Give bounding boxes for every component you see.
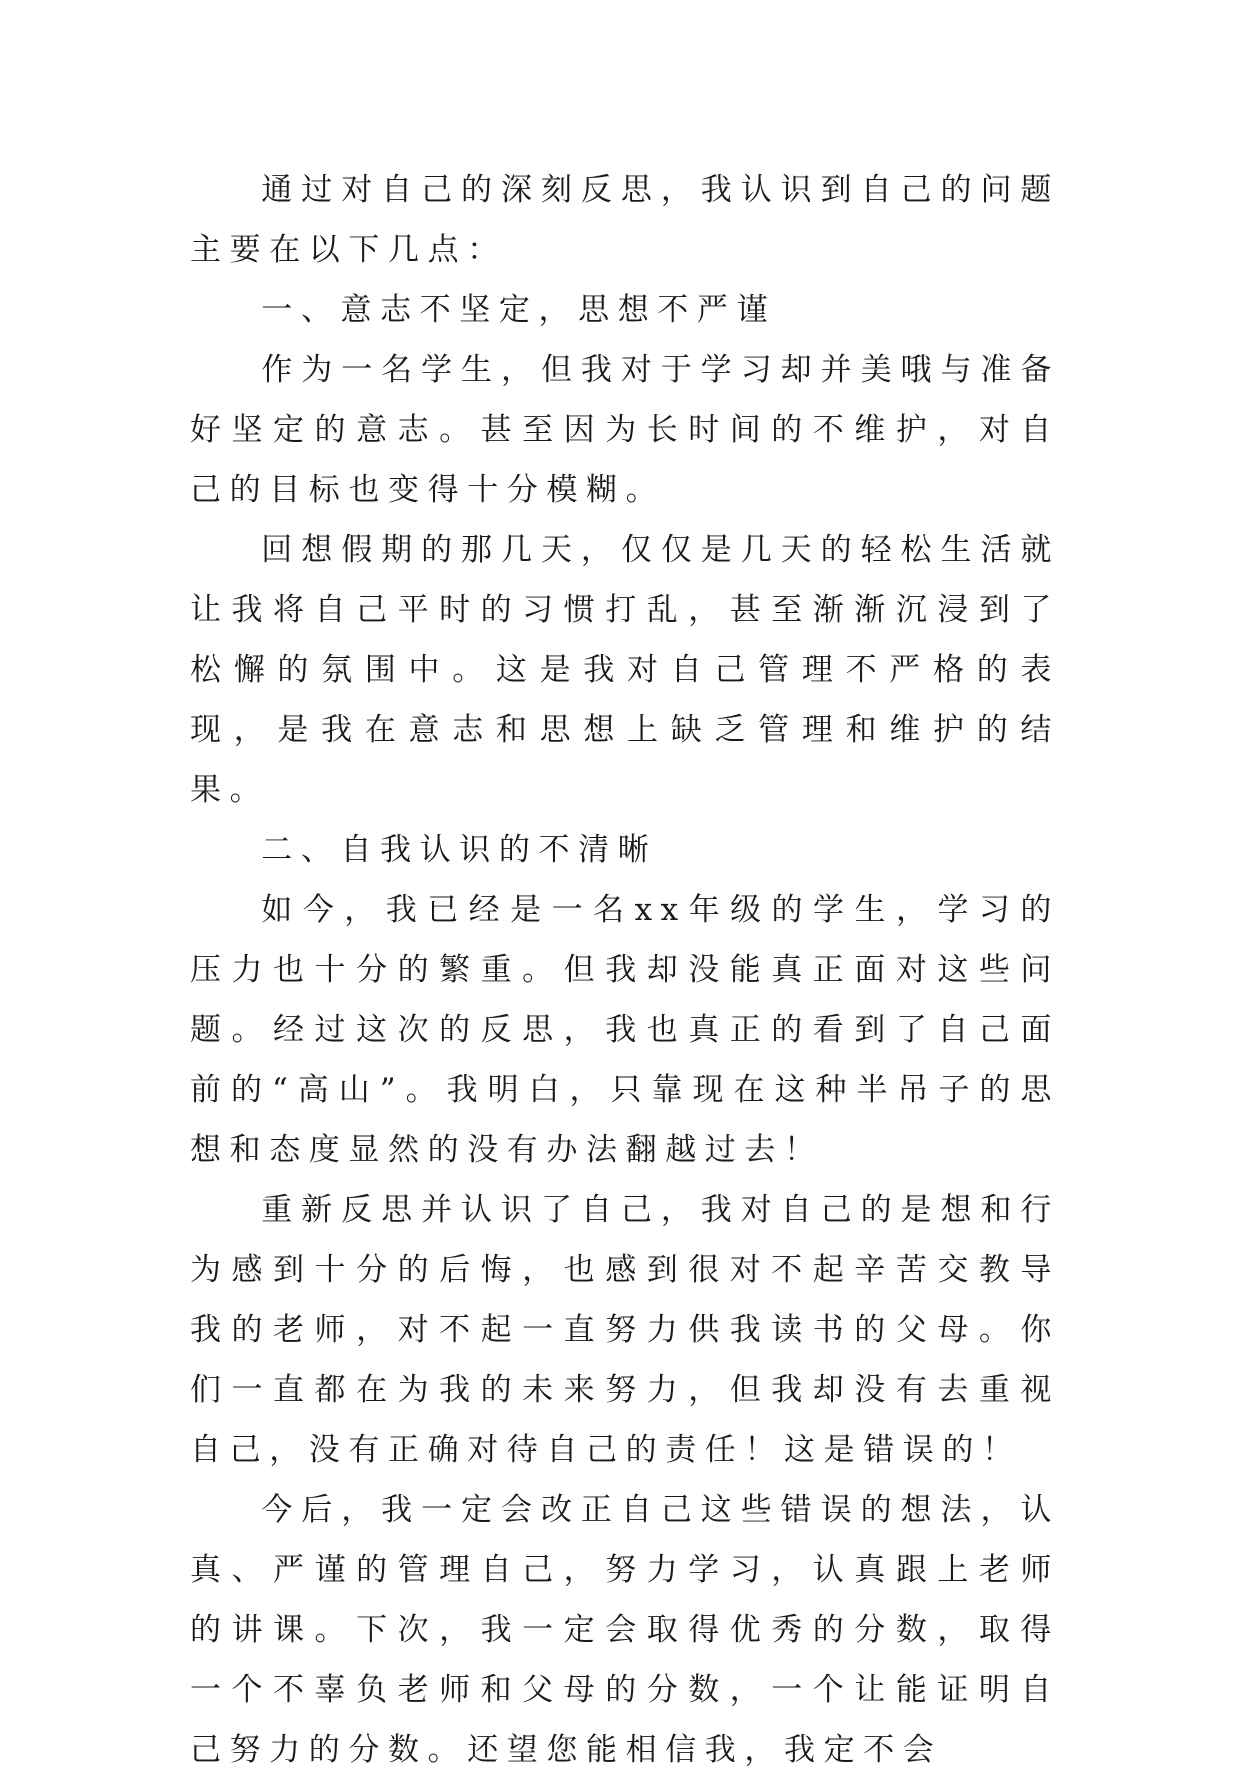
paragraph: 如今，我已经是一名xx年级的学生，学习的压力也十分的繁重。但我却没能真正面对这些问题。经过这次的反思，我也真正的看到了自己面前的“高山”。我明白，只靠现在这种半吊子的思想和态度显然的没有办法翻越过去！ xyxy=(190,892,1060,1168)
paragraph: 作为一名学生，但我对于学习却并美哦与准备好坚定的意志。甚至因为长时间的不维护，对自己的目标也变得十分模糊。 xyxy=(190,352,1060,508)
document-body xyxy=(190,160,1060,1780)
section-heading-2: 二、自我认识的不清晰 xyxy=(261,832,658,868)
paragraph: 重新反思并认识了自己，我对自己的是想和行为感到十分的后悔，也感到很对不起辛苦交教导我的老师，对不起一直努力供我读书的父母。你们一直都在为我的未来努力，但我却没有去重视自己，没有正确对待自己的责任！这是错误的！ xyxy=(190,1192,1060,1468)
paragraph-intro: 通过对自己的深刻反思，我认识到自己的问题主要在以下几点： xyxy=(190,172,1060,268)
section-heading-1: 一、意志不坚定，思想不严谨 xyxy=(261,292,777,328)
paragraph: 回想假期的那几天，仅仅是几天的轻松生活就让我将自己平时的习惯打乱，甚至渐渐沉浸到了松懈的氛围中。这是我对自己管理不严格的表现，是我在意志和思想上缺乏管理和维护的结果。 xyxy=(190,532,1060,808)
paragraph: 今后，我一定会改正自己这些错误的想法，认真、严谨的管理自己，努力学习，认真跟上老师的讲课。下次，我一定会取得优秀的分数，取得一个不辜负老师和父母的分数，一个让能证明自己努力的分数。还望您能相信我，我定不会 xyxy=(190,1492,1060,1768)
